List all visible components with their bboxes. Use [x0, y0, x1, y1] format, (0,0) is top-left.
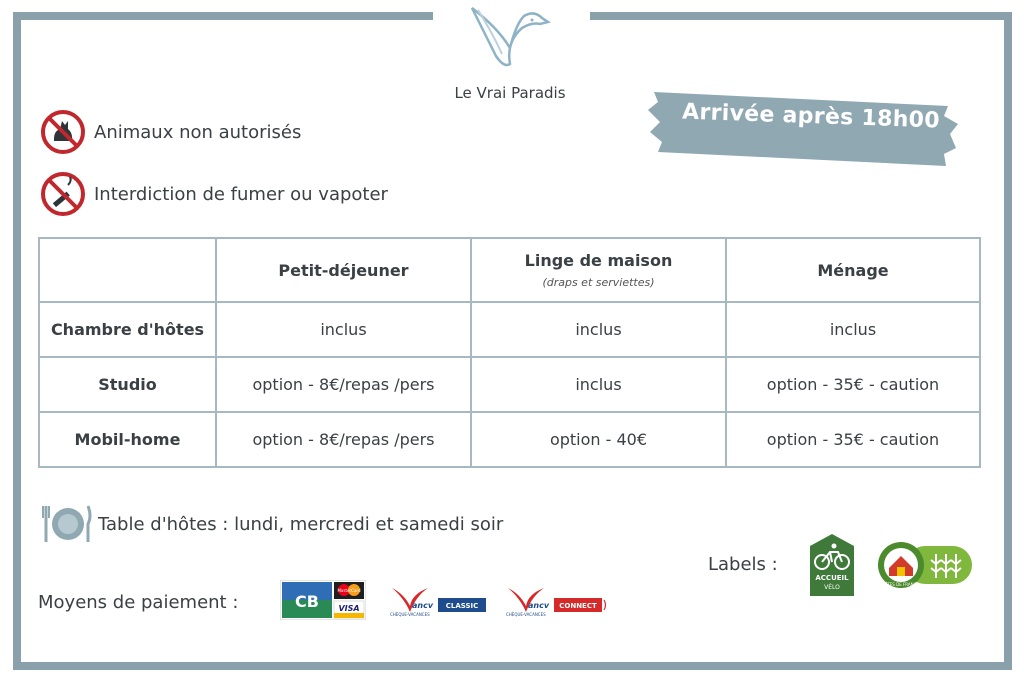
table-cell: option - 8€/repas /pers — [216, 412, 471, 467]
accueil-velo-text-2: VÉLO — [824, 584, 840, 591]
no-pets-icon — [40, 109, 86, 155]
cb-visa-mastercard-icon — [280, 580, 366, 620]
table-header-breakfast — [216, 238, 471, 302]
rule-no-smoking — [40, 174, 388, 214]
table-cell: inclus — [471, 357, 726, 412]
accueil-velo-text-1: ACCUEIL — [815, 574, 849, 582]
dove-logo-icon — [462, 2, 558, 74]
classic-text: CLASSIC — [445, 602, 479, 610]
table-header-empty — [39, 238, 216, 302]
ancv-text: ancv — [412, 601, 434, 610]
accueil-velo-badge-icon — [808, 532, 856, 598]
table-header-linen — [471, 238, 726, 302]
rule-no-pets — [40, 112, 301, 152]
table-header-row — [39, 238, 980, 302]
connect-text: CONNECT — [559, 602, 597, 610]
arrival-banner-text: Arrivée après 18h00 — [681, 99, 941, 134]
table-row — [39, 302, 980, 357]
plate-cutlery-icon — [42, 504, 92, 544]
ancv-connect-icon — [504, 584, 608, 618]
cheque-vacances-text: CHÈQUE-VACANCES — [390, 612, 430, 617]
cheque-vacances-text: CHÈQUE-VACANCES — [506, 612, 546, 617]
payment-title: Moyens de paiement : — [38, 592, 239, 613]
table-hotes-text: Table d'hôtes : lundi, mercredi et samedi soir — [98, 513, 504, 535]
cb-text: CB — [295, 592, 319, 611]
row-label: Studio — [39, 357, 216, 412]
table-cell: option - 35€ - caution — [726, 412, 980, 467]
rule-no-pets-text: Animaux non autorisés — [94, 121, 302, 143]
table-row — [39, 412, 980, 467]
table-cell: inclus — [216, 302, 471, 357]
frame-top-left — [13, 12, 433, 20]
no-smoking-icon — [40, 171, 86, 217]
frame-top-right — [590, 12, 1012, 20]
header-title: Ménage — [817, 260, 889, 280]
header-title: Petit-déjeuner — [278, 260, 409, 280]
table-header-cleaning — [726, 238, 980, 302]
table-cell: option - 35€ - caution — [726, 357, 980, 412]
header-title: Linge de maison — [524, 251, 673, 270]
ancv-classic-icon — [388, 584, 488, 618]
table-cell: inclus — [471, 302, 726, 357]
ancv-text: ancv — [528, 601, 550, 610]
gites-text: GÎTES DE FRANCE — [883, 582, 919, 587]
services-table — [38, 237, 981, 468]
brand-name: Le Vrai Paradis — [454, 84, 566, 102]
visa-text: VISA — [338, 604, 360, 613]
table-hotes-info — [42, 504, 503, 544]
gites-de-france-badge-icon — [876, 540, 974, 590]
frame-left — [13, 12, 21, 670]
table-row — [39, 357, 980, 412]
table-cell: option - 8€/repas /pers — [216, 357, 471, 412]
frame-right — [1004, 12, 1012, 670]
rule-no-smoking-text: Interdiction de fumer ou vapoter — [94, 183, 388, 205]
header-subtitle: (draps et serviettes) — [542, 276, 655, 289]
mastercard-text: MasterCard — [337, 588, 361, 593]
labels-title: Labels : — [708, 554, 778, 575]
table-cell: inclus — [726, 302, 980, 357]
frame-bottom — [13, 662, 1012, 670]
row-label: Chambre d'hôtes — [39, 302, 216, 357]
table-cell: option - 40€ — [471, 412, 726, 467]
row-label: Mobil-home — [39, 412, 216, 467]
